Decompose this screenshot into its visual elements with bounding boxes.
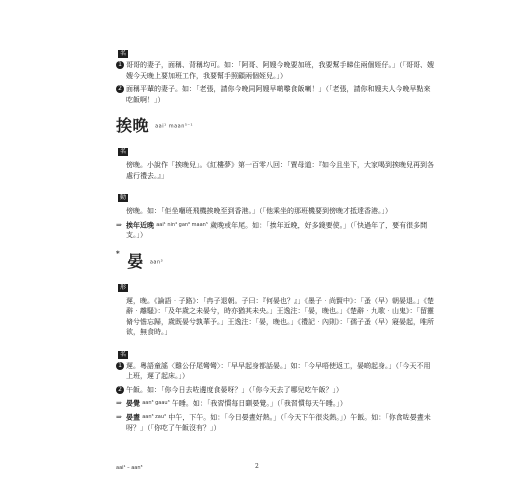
sense-number-1: 1 — [116, 61, 124, 69]
pos-tag-verb: 動 — [120, 194, 127, 201]
page-number: 2 — [255, 463, 259, 470]
subentry-pronunciation: aai¹ nin⁴ gan⁶ maan⁵ — [156, 221, 208, 228]
subentry — [116, 220, 436, 241]
subentry-arrow-icon: ⇒ — [116, 399, 122, 408]
headword-text: 挨晚 — [116, 116, 150, 135]
pos-tag-noun: 名 — [120, 350, 127, 358]
entry-aan — [116, 249, 436, 434]
sense-1 — [116, 361, 436, 382]
headword-pronunciation: aan³ — [149, 259, 164, 266]
subentry-arrow-icon: ⇒ — [116, 220, 122, 229]
headword-text: 晏 — [127, 251, 144, 271]
subentry-2 — [116, 412, 436, 433]
sense-number-1: 1 — [116, 362, 124, 370]
definition-verb: 傍晚。如：「佢坐嗰班飛機挨晚至到香港。」（「他乘坐的那班機要到傍晚才抵達香港。」） — [126, 207, 392, 215]
subentry-pronunciation: aan³ zau³ — [142, 414, 166, 420]
sense-1 — [116, 60, 436, 81]
headword — [116, 249, 436, 272]
subentry-pronunciation: aan³ gaau³ — [142, 400, 170, 407]
subentry-head: 晏晝 — [126, 412, 140, 422]
definition-noun: 傍晚。小說作「挨晚兒」。《紅樓夢》第一百零八回：「賈母道：『如今且坐下，大家喝到挨晚兒再到各處行禮去。』」 — [126, 161, 434, 180]
entry-aai-maan — [116, 113, 436, 241]
subentry-definition: 歲晚或年尾。如：「挨年近晚，好多錢要使。」（「快過年了，要有很多開支。」） — [126, 220, 428, 240]
sense-2-text: 面稱平輩的妻子。如：「老張，請你今晚同阿嫂早啲嚟食飯喇！」（「老張，請你和嫂夫人今晚早點來吃飯啊！」） — [126, 85, 431, 104]
subentry-definition: 午睡。如：「我習慣每日瞓晏覺。」（「我習慣每天午睡。」） — [171, 399, 347, 408]
definition-adj: 遲，晚。《論語‧子路》：「冉子退朝。子曰：『何晏也？』」《墨子‧尚賢中》：「蚤（早）朝晏退。」《楚辭‧離騷》：「及年歲之未晏兮，時亦猶其未央。」王逸注：「晏，晚也。」《楚辭‧九歌‧山鬼》：「留靈脩兮憺忘歸，歲既晏兮孰華予。」王逸注：「晏，晚也。」《禮記‧內則》：「孺子蚤（早）寢晏起，唯所欲，無食時。」 — [126, 296, 434, 337]
star-icon: * — [116, 248, 121, 258]
subentry-definition: 中午，下午。如：「今日晏晝好熱。」（「今天下午很炎熱。」）午飯。如：「你食咗晏晝未呀？」（「你吃了午飯沒有？」） — [126, 413, 431, 432]
pos-tag-noun: 名 — [120, 50, 127, 57]
subentry-head: 晏覺 — [126, 398, 140, 408]
subentry-1 — [116, 398, 436, 409]
footer-range: aai¹ – aan³ — [116, 465, 143, 471]
block-1 — [116, 40, 436, 105]
sense-2 — [116, 385, 436, 396]
headword — [116, 113, 436, 136]
sense-2-text: 午飯。如：「你今日去咗邊度食晏呀？」（「你今天去了哪兒吃午飯？」） — [126, 385, 343, 394]
page-content — [116, 40, 436, 436]
sense-1-text: 遲。粵語童謠〈雞公仔尾彎彎〉：「早早起身都話晏。」如：「今早唔使返工，晏啲起身。」（「今天不用上班，遲了起床。」） — [126, 361, 431, 381]
subentry-arrow-icon: ⇒ — [116, 413, 122, 421]
sense-number-2: 2 — [116, 85, 124, 93]
sense-2 — [116, 84, 436, 105]
sense-number-2: 2 — [116, 386, 124, 394]
pos-tag-adj: 形 — [120, 283, 127, 291]
headword-pronunciation: aai¹ maan⁵⁻¹ — [155, 123, 194, 130]
sense-1-text: 哥哥的妻子，面稱、背稱均可。如：「阿哥、阿嫂今晚要加班，我要幫手睇住兩個姪仔。」（「哥哥、嫂嫂今天晚上要加班工作，我要幫手照顧兩個姪兒。」） — [126, 61, 434, 80]
pos-tag-noun: 名 — [120, 148, 127, 155]
subentry-head: 挨年近晚 — [126, 219, 154, 229]
